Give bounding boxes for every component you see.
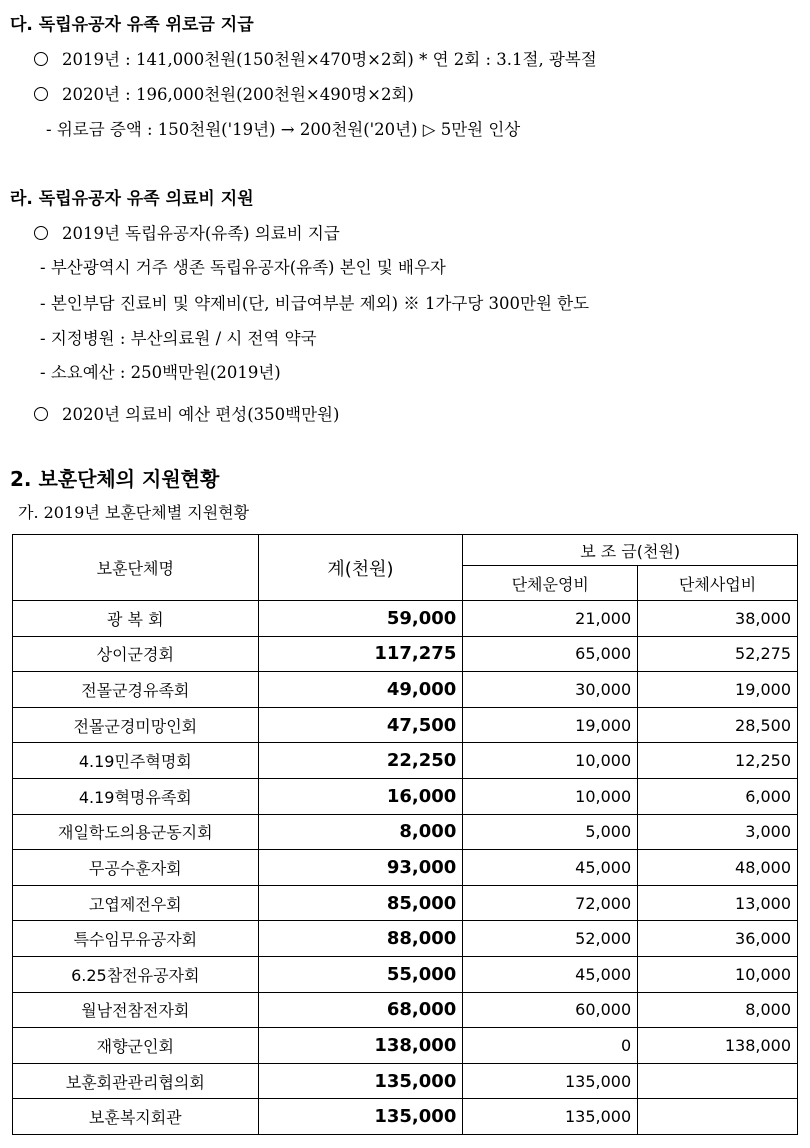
table-row bbox=[13, 814, 798, 850]
project-cell: 6,000 bbox=[638, 778, 798, 814]
table-row bbox=[13, 850, 798, 886]
header-name: 보훈단체명 bbox=[13, 535, 259, 601]
project-cell: 48,000 bbox=[638, 850, 798, 886]
org-name-cell: 재향군인회 bbox=[13, 1028, 259, 1064]
total-cell: 93,000 bbox=[258, 850, 463, 886]
org-name-cell: 상이군경회 bbox=[13, 636, 259, 672]
section-ra-line-2019 bbox=[34, 220, 340, 244]
table-row bbox=[13, 921, 798, 957]
project-cell bbox=[638, 1099, 798, 1135]
circle-bullet-icon bbox=[34, 407, 48, 421]
total-cell: 47,500 bbox=[258, 707, 463, 743]
line-text: 2020년 의료비 예산 편성(350백만원) bbox=[62, 405, 340, 424]
section-ra-item-2: - 본인부담 진료비 및 약제비(단, 비급여부분 제외) ※ 1가구당 300만원 한도 bbox=[40, 294, 590, 313]
support-table bbox=[12, 534, 798, 1135]
operation-cell: 19,000 bbox=[463, 707, 638, 743]
org-name-cell: 6.25참전유공자회 bbox=[13, 956, 259, 992]
table-row bbox=[13, 601, 798, 637]
total-cell: 117,275 bbox=[258, 636, 463, 672]
total-cell: 49,000 bbox=[258, 672, 463, 708]
line-text: 2019년 : 141,000천원(150천원×470명×2회) * 연 2회 : 3.1절, 광복절 bbox=[62, 50, 597, 69]
header-total: 계(천원) bbox=[258, 535, 463, 601]
org-name-cell: 특수임무유공자회 bbox=[13, 921, 259, 957]
org-name-cell: 전몰군경유족회 bbox=[13, 672, 259, 708]
section-ra-item-4: - 소요예산 : 250백만원(2019년) bbox=[40, 363, 281, 382]
operation-cell: 5,000 bbox=[463, 814, 638, 850]
project-cell: 12,250 bbox=[638, 743, 798, 779]
total-cell: 59,000 bbox=[258, 601, 463, 637]
line-text: 2020년 : 196,000천원(200천원×490명×2회) bbox=[62, 85, 414, 104]
section-ra-item-1: - 부산광역시 거주 생존 독립유공자(유족) 본인 및 배우자 bbox=[40, 258, 446, 277]
total-cell: 22,250 bbox=[258, 743, 463, 779]
table-row bbox=[13, 743, 798, 779]
total-cell: 16,000 bbox=[258, 778, 463, 814]
project-cell bbox=[638, 1063, 798, 1099]
header-project: 단체사업비 bbox=[638, 566, 798, 601]
operation-cell: 10,000 bbox=[463, 778, 638, 814]
org-name-cell: 보훈복지회관 bbox=[13, 1099, 259, 1135]
table-row bbox=[13, 885, 798, 921]
org-name-cell: 고엽제전우회 bbox=[13, 885, 259, 921]
org-name-cell: 무공수훈자회 bbox=[13, 850, 259, 886]
table-row bbox=[13, 707, 798, 743]
operation-cell: 10,000 bbox=[463, 743, 638, 779]
table-row bbox=[13, 1099, 798, 1135]
section-da-title: 다. 독립유공자 유족 위로금 지급 bbox=[10, 15, 254, 35]
circle-bullet-icon bbox=[34, 87, 48, 101]
total-cell: 138,000 bbox=[258, 1028, 463, 1064]
project-cell: 19,000 bbox=[638, 672, 798, 708]
section-2-title: 2. 보훈단체의 지원현황 bbox=[10, 467, 220, 491]
section-ra-title: 라. 독립유공자 유족 의료비 지원 bbox=[10, 189, 254, 209]
total-cell: 88,000 bbox=[258, 921, 463, 957]
project-cell: 36,000 bbox=[638, 921, 798, 957]
operation-cell: 135,000 bbox=[463, 1099, 638, 1135]
project-cell: 38,000 bbox=[638, 601, 798, 637]
table-row bbox=[13, 1028, 798, 1064]
project-cell: 138,000 bbox=[638, 1028, 798, 1064]
project-cell: 3,000 bbox=[638, 814, 798, 850]
section-ra-line-2020 bbox=[34, 401, 339, 425]
total-cell: 8,000 bbox=[258, 814, 463, 850]
org-name-cell: 월남전참전자회 bbox=[13, 992, 259, 1028]
operation-cell: 135,000 bbox=[463, 1063, 638, 1099]
total-cell: 55,000 bbox=[258, 956, 463, 992]
project-cell: 52,275 bbox=[638, 636, 798, 672]
section-2-subtitle: 가. 2019년 보훈단체별 지원현황 bbox=[18, 503, 250, 522]
table-row bbox=[13, 992, 798, 1028]
section-da-line-2019 bbox=[34, 46, 597, 70]
header-subsidy: 보 조 금(천원) bbox=[463, 535, 798, 566]
operation-cell: 30,000 bbox=[463, 672, 638, 708]
operation-cell: 60,000 bbox=[463, 992, 638, 1028]
project-cell: 8,000 bbox=[638, 992, 798, 1028]
table-row bbox=[13, 956, 798, 992]
project-cell: 10,000 bbox=[638, 956, 798, 992]
org-name-cell: 보훈회관관리협의회 bbox=[13, 1063, 259, 1099]
section-ra-item-3: - 지정병원 : 부산의료원 / 시 전역 약국 bbox=[40, 329, 317, 348]
total-cell: 135,000 bbox=[258, 1063, 463, 1099]
project-cell: 13,000 bbox=[638, 885, 798, 921]
operation-cell: 65,000 bbox=[463, 636, 638, 672]
operation-cell: 45,000 bbox=[463, 956, 638, 992]
line-text: 2019년 독립유공자(유족) 의료비 지급 bbox=[62, 224, 340, 243]
circle-bullet-icon bbox=[34, 52, 48, 66]
org-name-cell: 4.19민주혁명회 bbox=[13, 743, 259, 779]
org-name-cell: 광 복 회 bbox=[13, 601, 259, 637]
operation-cell: 0 bbox=[463, 1028, 638, 1064]
org-name-cell: 재일학도의용군동지회 bbox=[13, 814, 259, 850]
org-name-cell: 전몰군경미망인회 bbox=[13, 707, 259, 743]
section-da-line-2020 bbox=[34, 81, 414, 105]
operation-cell: 72,000 bbox=[463, 885, 638, 921]
total-cell: 85,000 bbox=[258, 885, 463, 921]
project-cell: 28,500 bbox=[638, 707, 798, 743]
table-row bbox=[13, 778, 798, 814]
operation-cell: 52,000 bbox=[463, 921, 638, 957]
table-row bbox=[13, 1063, 798, 1099]
operation-cell: 45,000 bbox=[463, 850, 638, 886]
table-row bbox=[13, 636, 798, 672]
table-row bbox=[13, 672, 798, 708]
section-da-increase: - 위로금 증액 : 150천원('19년) → 200천원('20년) ▷ 5만원 인상 bbox=[46, 120, 521, 139]
header-operation: 단체운영비 bbox=[463, 566, 638, 601]
operation-cell: 21,000 bbox=[463, 601, 638, 637]
total-cell: 68,000 bbox=[258, 992, 463, 1028]
circle-bullet-icon bbox=[34, 226, 48, 240]
org-name-cell: 4.19혁명유족회 bbox=[13, 778, 259, 814]
total-cell: 135,000 bbox=[258, 1099, 463, 1135]
